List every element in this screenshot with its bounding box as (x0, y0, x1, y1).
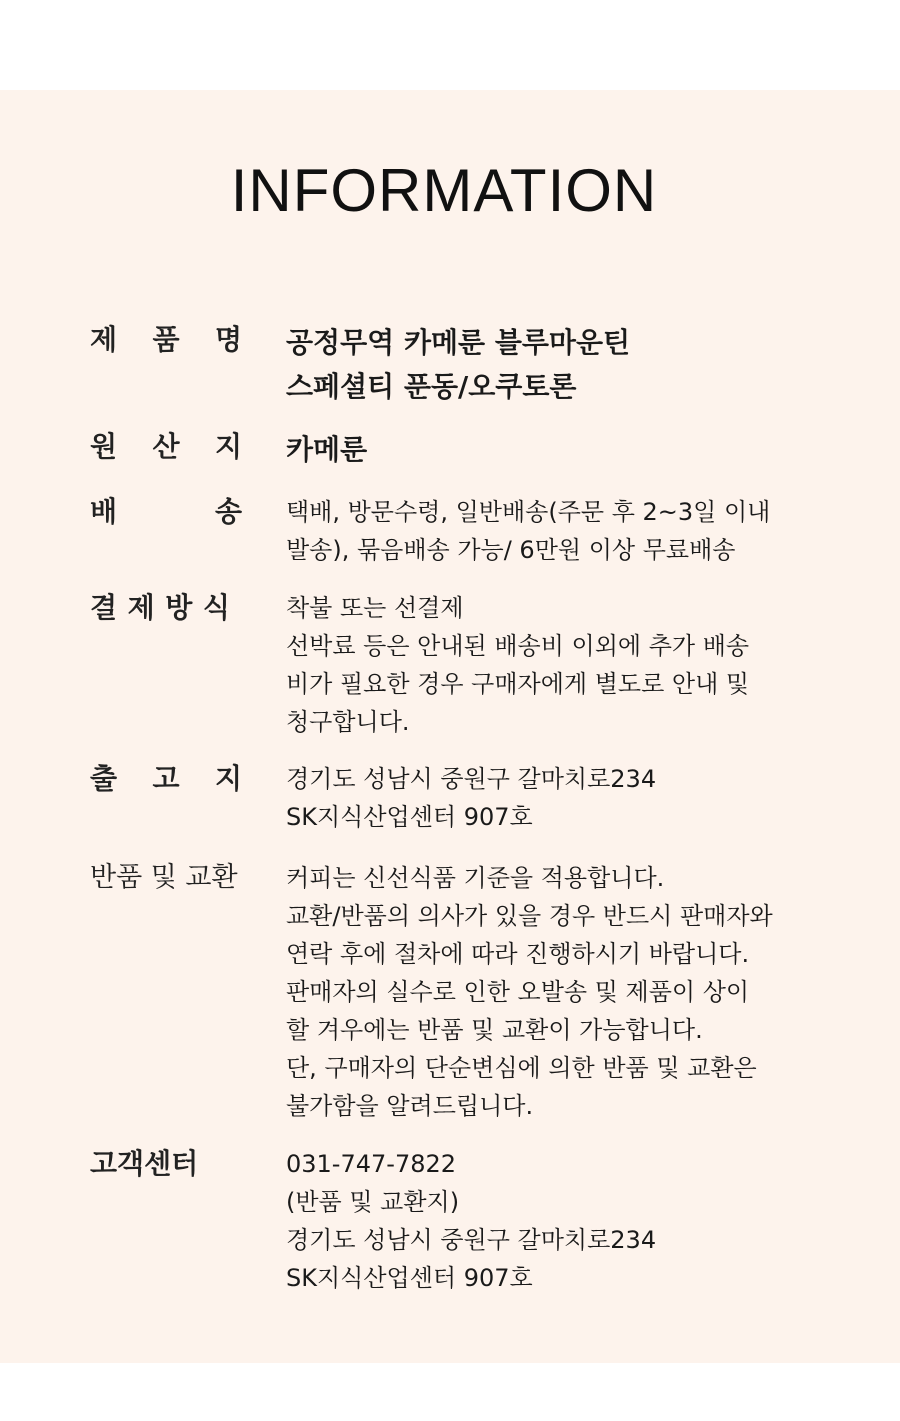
row-value: 커피는 신선식품 기준을 적용합니다. 교환/반품의 의사가 있을 경우 반드시 판매자와 연락 후에 절차에 따라 진행하시기 바랍니다. 판매자의 실수로 인한 오발송 및 제품이 상이 할 겨우에는 반품 및 교환이 가능합니다. 단, 구매자의 단순변심에 의한 반품 및 교환은 불가함을 알려드립니다. (286, 864, 773, 1120)
row-value: 착불 또는 선결제 선박료 등은 안내된 배송비 이외에 추가 배송 비가 필요한 경우 구매자에게 별도로 안내 및 청구합니다. (286, 594, 750, 736)
row-label: 결 제 방 식 (90, 591, 230, 624)
row-value: 031-747-7822 (반품 및 교환지) 경기도 성남시 중원구 갈마치로234 SK지식산업센터 907호 (286, 1145, 826, 1297)
row-label: 배 송 (90, 495, 242, 528)
phone-number: 031-747-7822 (286, 1150, 457, 1178)
row-label: 원 산 지 (90, 430, 242, 463)
page-title: INFORMATION (230, 157, 658, 224)
row-value: 공정무역 카메룬 블루마운틴 스페셜티 푼동/오쿠토론 (286, 326, 631, 403)
row-label: 반품 및 교환 (90, 862, 238, 893)
row-value: 카메룬 (286, 433, 368, 466)
row-label: 출 고 지 (90, 762, 242, 795)
row-value: 택배, 방문수령, 일반배송(주문 후 2~3일 이내 발송), 묶음배송 가능/ 6만원 이상 무료배송 (286, 498, 771, 564)
row-label: 고객센터 (90, 1147, 199, 1180)
row-label: 제 품 명 (90, 323, 242, 356)
row-value: 경기도 성남시 중원구 갈마치로234 SK지식산업센터 907호 (286, 765, 657, 831)
